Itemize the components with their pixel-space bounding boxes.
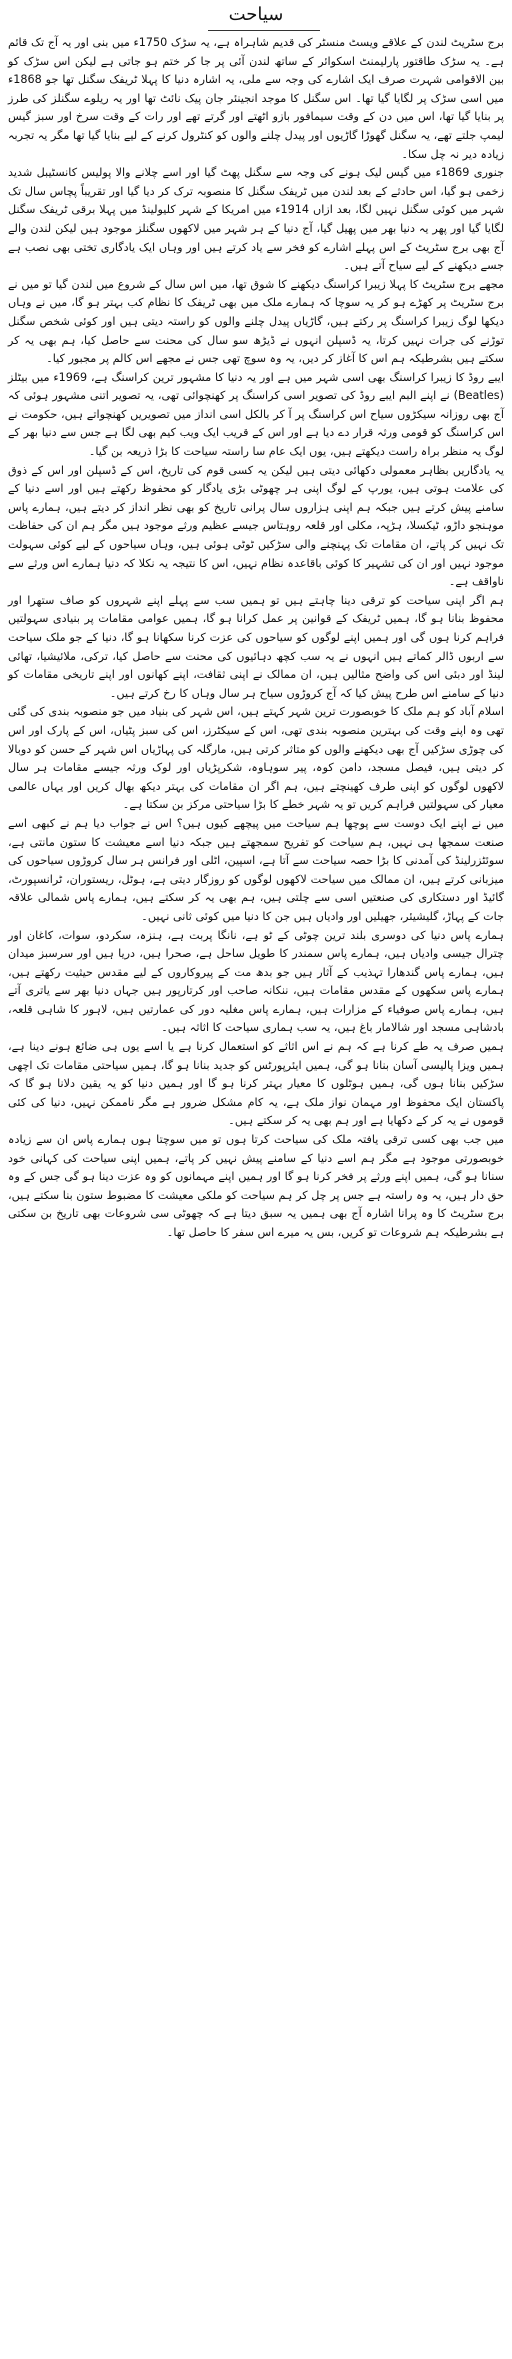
- article-body: [8, 34, 504, 1243]
- paragraph-10: ہمیں صرف یہ طے کرنا ہے کہ ہم نے اس اثاثے کو استعمال کرنا ہے یا اسے یوں ہی ضائع ہونے دینا ہے، ہمیں ویزا پالیسی آسان بنانا ہو گی، ہمیں ایئرپورٹس کو جدید بنانا ہو گا، ہمیں سیاحتی مقامات تک اچھی سڑکیں بنانا ہوں گی، ہمیں ہوٹلوں کا معیار بہتر کرنا ہو گا اور ہمیں دنیا کو یہ یقین دلانا ہو گا کہ پاکستان ایک محفوظ اور مہمان نواز ملک ہے، یہ کام مشکل ضرور ہے مگر ناممکن نہیں، دنیا کی کئی قوموں نے یہ کر کے دکھایا ہے اور ہم بھی یہ کر سکتے ہیں۔: [8, 1040, 504, 1128]
- paragraph-7: اسلام آباد کو ہم ملک کا خوبصورت ترین شہر کہتے ہیں، اس شہر کی بنیاد میں جو منصوبہ بندی کی گئی تھی وہ اپنے وقت کی بہترین منصوبہ بندی تھی، اس کے سیکٹرز، اس کی سبز پٹیاں، اس کے پارک اور اس کی چوڑی سڑکیں آج بھی دیکھنے والوں کو متاثر کرتی ہیں، مارگلہ کی پہاڑیاں اس شہر کے حسن کو دوبالا کر دیتی ہیں، فیصل مسجد، دامن کوہ، پیر سوہاوہ، شکرپڑیاں اور لوک ورثہ جیسے مقامات ہر سال لاکھوں لوگوں کو اپنی طرف کھینچتے ہیں، ہم اگر ان مقامات کی بہتر دیکھ بھال کریں اور یہاں عالمی معیار کی سہولتیں فراہم کریں تو یہ شہر خطے کا بڑا سیاحتی مرکز بن سکتا ہے۔: [8, 705, 504, 812]
- paragraph-3: مجھے برج سٹریٹ کا پہلا زیبرا کراسنگ دیکھنے کا شوق تھا، میں اس سال کے شروع میں لندن گیا تو میں نے برج سٹریٹ پر کھڑے ہو کر یہ سوچا کہ ہمارے ملک میں بھی ٹریفک کا نظام کب بہتر ہو گا، میں نے وہاں دیکھا لوگ زیبرا کراسنگ پر رکتے ہیں، گاڑیاں پیدل چلنے والوں کو راستہ دیتی ہیں اور کوئی شخص سگنل توڑنے کی جرات نہیں کرتا، یہ ڈسپلن انہوں نے ڈیڑھ سو سال کی محنت سے حاصل کیا، ہم بھی یہ کر سکتے ہیں بشرطیکہ ہم اس کا آغاز کر دیں، یہ وہ سوچ تھی جس نے مجھے اس کالم پر مجبور کیا۔: [8, 277, 504, 366]
- title-underline: [208, 30, 320, 31]
- title-block: [8, 4, 504, 34]
- paragraph-11: میں جب بھی کسی ترقی یافتہ ملک کی سیاحت کرتا ہوں تو میں سوچتا ہوں ہمارے پاس ان سے زیادہ خوبصورتی موجود ہے مگر ہم اسے دنیا کے سامنے پیش نہیں کر پاتے، ہمیں اپنی سیاحت کی کہانی خود سنانا ہو گی، ہمیں اپنے ورثے پر فخر کرنا ہو گا اور ہمیں اپنے مہمانوں کو وہ عزت دینا ہو گی جس کے وہ حق دار ہیں، یہ وہ راستہ ہے جس پر چل کر ہم سیاحت کو ملکی معیشت کا مضبوط ستون بنا سکتے ہیں، برج سٹریٹ کا وہ پرانا اشارہ آج بھی ہمیں یہ سبق دیتا ہے کہ چھوٹی سی شروعات بھی تاریخ بن سکتی ہے بشرطیکہ ہم شروعات تو کریں، بس یہ میرے اس سفر کا حاصل تھا۔: [8, 1133, 504, 1239]
- paragraph-9: ہمارے پاس دنیا کی دوسری بلند ترین چوٹی کے ٹو ہے، نانگا پربت ہے، ہنزہ، سکردو، سوات، کاغان اور چترال جیسی وادیاں ہیں، ہمارے پاس سمندر کا طویل ساحل ہے، صحرا ہیں، دریا ہیں اور سرسبز میدان ہیں، ہمارے پاس گندھارا تہذیب کے آثار ہیں جو بدھ مت کے پیروکاروں کے لیے مقدس حیثیت رکھتے ہیں، ہمارے پاس سکھوں کے مقدس مقامات ہیں، ننکانہ صاحب اور کرتارپور ہیں جہاں دنیا بھر سے یاتری آتے ہیں، ہمارے پاس صوفیاء کے مزارات ہیں، ہمارے پاس مغلیہ دور کی عمارتیں ہیں، لاہور کا شاہی قلعہ، بادشاہی مسجد اور شالامار باغ ہیں، یہ سب ہماری سیاحت کا اثاثہ ہیں۔: [8, 928, 504, 1035]
- paragraph-6: ہم اگر اپنی سیاحت کو ترقی دینا چاہتے ہیں تو ہمیں سب سے پہلے اپنے شہروں کو صاف ستھرا اور محفوظ بنانا ہو گا، ہمیں ٹریفک کے قوانین پر عمل کرانا ہو گا، ہمیں عوامی مقامات پر بنیادی سہولتیں فراہم کرنا ہوں گی اور ہمیں اپنے لوگوں کو سیاحوں کی عزت کرنا سکھانا ہو گا، دنیا کے جو ملک سیاحت سے اربوں ڈالر کماتے ہیں انہوں نے یہ سب کچھ دہائیوں کی محنت سے حاصل کیا، ترکی، ملائیشیا، تھائی لینڈ اور دبئی اس کی واضح مثالیں ہیں، ان ممالک نے اپنی ثقافت، اپنے کھانوں اور اپنے تاریخی مقامات کو دنیا کے سامنے اس طرح پیش کیا کہ آج کروڑوں سیاح ہر سال وہاں کا رخ کرتے ہیں۔: [8, 593, 504, 700]
- paragraph-8: میں نے اپنے ایک دوست سے پوچھا ہم سیاحت میں پیچھے کیوں ہیں؟ اس نے جواب دیا ہم نے کبھی اسے صنعت سمجھا ہی نہیں، ہم سیاحت کو تفریح سمجھتے ہیں جبکہ دنیا اسے معیشت کا ستون مانتی ہے، سوئٹزرلینڈ کی آمدنی کا بڑا حصہ سیاحت سے آتا ہے، اسپین، اٹلی اور فرانس ہر سال کروڑوں سیاحوں کی میزبانی کرتے ہیں، ان ممالک میں سیاحت لاکھوں لوگوں کو روزگار دیتی ہے، ہوٹل، ریستوران، ٹرانسپورٹ، گائیڈ اور دستکاری کی صنعتیں اسی سے چلتی ہیں، ہم بھی یہ کر سکتے ہیں، ہمارے پاس شمالی علاقہ جات کے پہاڑ، گلیشیئر، جھیلیں اور وادیاں ہیں جن کا دنیا میں کوئی ثانی نہیں۔: [8, 816, 504, 923]
- paragraph-5: یہ یادگاریں بظاہر معمولی دکھائی دیتی ہیں لیکن یہ کسی قوم کی تاریخ، اس کے ڈسپلن اور اس کے ذوق کی علامت ہوتی ہیں، یورپ کے لوگ اپنی ہر چھوٹی بڑی یادگار کو محفوظ رکھتے ہیں اور اسے دنیا کے سامنے پیش کرتے ہیں جبکہ ہم اپنی ہزاروں سال پرانی تاریخ کو بھی نظر انداز کر دیتے ہیں، ہمارے پاس موہنجو داڑو، ٹیکسلا، ہڑپہ، مکلی اور قلعہ روہتاس جیسے عظیم ورثے موجود ہیں مگر ہم ان کی حفاظت تک نہیں کر پاتے، ان مقامات تک پہنچنے والی سڑکیں ٹوٹی ہوئی ہیں، وہاں سیاحوں کے لیے کوئی سہولت موجود نہیں اور ان کی تشہیر کا کوئی باقاعدہ نظام نہیں، اس کا نتیجہ یہ نکلا کہ دنیا ہمارے اس ورثے سے ناواقف ہے۔: [8, 463, 504, 589]
- paragraph-4: ایبے روڈ کا زیبرا کراسنگ بھی اسی شہر میں ہے اور یہ دنیا کا مشہور ترین کراسنگ ہے، 1969ء میں بیٹلز (Beatles) نے اپنے البم ایبے روڈ کی تصویر اسی کراسنگ پر کھنچوائی تھی، یہ تصویر اتنی مشہور ہوئی کہ آج بھی روزانہ سیکڑوں سیاح اس کراسنگ پر آ کر بالکل اسی انداز میں تصویریں کھنچواتے ہیں، حکومت نے اس کراسنگ کو قومی ورثہ قرار دے دیا ہے اور اس کے قریب ایک ویب کیم بھی لگا ہے جس سے دنیا بھر کے لوگ یہ منظر براہ راست دیکھتے ہیں، یوں ایک عام سا راستہ سیاحت کا بڑا ذریعہ بن گیا۔: [8, 370, 504, 459]
- paragraph-2: جنوری 1869ء میں گیس لیک ہونے کی وجہ سے سگنل پھٹ گیا اور اسے چلانے والا پولیس کانسٹیبل شدید زخمی ہو گیا، اس حادثے کے بعد لندن میں ٹریفک سگنل کا منصوبہ ترک کر دیا گیا اور تقریباً پچاس سال تک شہر میں کوئی سگنل نہیں لگا، بعد ازاں 1914ء میں امریکا کے شہر کلیولینڈ میں پہلا برقی ٹریفک سگنل لگایا گیا اور پھر یہ دنیا بھر میں پھیل گیا، آج دنیا کے ہر شہر میں لاکھوں سگنلز موجود ہیں لیکن لندن والے آج بھی برج سٹریٹ کے اس پہلے اشارے کو فخر سے یاد کرتے ہیں اور وہاں ایک یادگاری تختی بھی نصب ہے جسے دیکھنے کے لیے سیاح آتے ہیں۔: [8, 166, 504, 273]
- paragraph-1: برج سٹریٹ لندن کے علاقے ویسٹ منسٹر کی قدیم شاہراہ ہے، یہ سڑک 1750ء میں بنی اور یہ آج تک قائم ہے۔ یہ سڑک طاقتور پارلیمنٹ اسکوائر کے ساتھ لندن آئی پر جا کر ختم ہو جاتی ہے لیکن اس سڑک کو بین الاقوامی شہرت صرف ایک اشارے کی وجہ سے ملی، یہ اشارہ دنیا کا پہلا ٹریفک سگنل تھا جو 1868ء میں اسی سڑک پر لگایا گیا تھا۔ اس سگنل کا موجد انجینئر جان پیک نائٹ تھا اور یہ ریلوے سگنلز کی طرز پر بنایا گیا تھا، اس میں دن کے وقت سیمافور بازو اٹھتے اور گرتے تھے اور رات کے وقت سرخ اور سبز گیس لیمپ جلتے تھے، یہ سگنل گھوڑا گاڑیوں اور پیدل چلنے والوں کو کنٹرول کرنے کے لیے بنایا گیا تھا مگر یہ تجربہ زیادہ دیر نہ چل سکا۔: [8, 36, 504, 161]
- article-title: سیاحت: [228, 4, 284, 25]
